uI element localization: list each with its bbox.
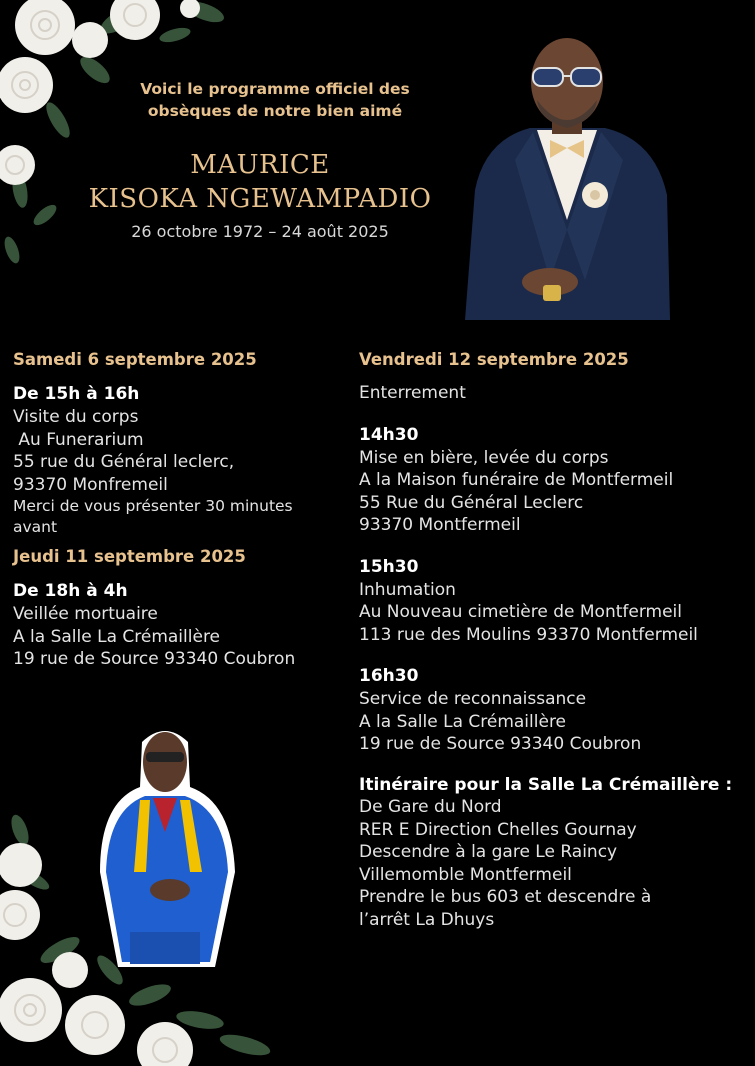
event-line: 113 rue des Moulins 93370 Montfermeil bbox=[359, 624, 698, 645]
itinerary-line: Descendre à la gare Le Raincy bbox=[359, 842, 618, 862]
flower-decoration-top-left-icon bbox=[0, 0, 250, 290]
itinerary-block bbox=[359, 774, 751, 932]
itinerary-line: Prendre le bus 603 et descendre à bbox=[359, 887, 652, 907]
thursday-line: A la Salle La Crémaillère bbox=[13, 626, 221, 647]
friday-heading: Vendredi 12 septembre 2025 bbox=[359, 350, 629, 369]
event-line: 93370 Montfermeil bbox=[359, 515, 521, 535]
saturday-line: 93370 Monfremeil bbox=[13, 474, 168, 495]
deceased-last-name: KISOKA NGEWAMPADIO bbox=[88, 184, 432, 214]
event-line: Service de reconnaissance bbox=[359, 689, 587, 709]
saturday-time: De 15h à 16h bbox=[13, 384, 140, 404]
itinerary-line: l’arrêt La Dhuys bbox=[359, 909, 495, 930]
event-15h30 bbox=[359, 555, 751, 647]
event-time: 16h30 bbox=[359, 666, 419, 686]
deceased-first-name: MAURICE bbox=[190, 150, 330, 180]
event-16h30 bbox=[359, 664, 751, 756]
left-schedule-column bbox=[13, 348, 348, 671]
event-line: A la Maison funéraire de Montfermeil bbox=[359, 470, 674, 490]
itinerary-line: Villemomble Montfermeil bbox=[359, 864, 572, 885]
portrait-photo-navy-suit-icon bbox=[455, 20, 680, 320]
itinerary-line: RER E Direction Chelles Gournay bbox=[359, 819, 637, 840]
event-time: 15h30 bbox=[359, 556, 419, 577]
portrait-photo-blue-suit-icon bbox=[90, 722, 240, 972]
saturday-line: 55 rue du Général leclerc, bbox=[13, 452, 235, 472]
thursday-heading: Jeudi 11 septembre 2025 bbox=[13, 547, 246, 566]
event-line: Inhumation bbox=[359, 579, 456, 600]
itinerary-title: Itinéraire pour la Salle La Crémaillère : bbox=[359, 774, 733, 795]
right-schedule-column bbox=[359, 348, 751, 931]
deceased-name-block bbox=[60, 148, 460, 241]
intro-line-2: obsèques de notre bien aimé bbox=[147, 102, 403, 120]
saturday-line: Visite du corps bbox=[13, 407, 139, 427]
event-line: 19 rue de Source 93340 Coubron bbox=[359, 734, 642, 754]
event-line: 55 Rue du Général Leclerc bbox=[359, 492, 584, 513]
saturday-heading: Samedi 6 septembre 2025 bbox=[13, 350, 257, 369]
thursday-line: 19 rue de Source 93340 Coubron bbox=[13, 649, 296, 669]
saturday-note-line-2: avant bbox=[13, 517, 58, 536]
event-line: Au Nouveau cimetière de Montfermeil bbox=[359, 602, 682, 622]
event-time: 14h30 bbox=[359, 424, 419, 445]
intro-line-1: Voici le programme officiel des bbox=[140, 80, 410, 98]
event-line: Mise en bière, levée du corps bbox=[359, 447, 609, 468]
saturday-line: Au Funerarium bbox=[13, 429, 144, 450]
friday-intro: Enterrement bbox=[359, 383, 466, 403]
thursday-time: De 18h à 4h bbox=[13, 581, 128, 601]
life-dates: 26 octobre 1972 – 24 août 2025 bbox=[131, 222, 389, 241]
thursday-line: Veillée mortuaire bbox=[13, 604, 158, 624]
event-14h30 bbox=[359, 423, 751, 537]
saturday-note-line-1: Merci de vous présenter 30 minutes bbox=[13, 497, 293, 515]
event-line: A la Salle La Crémaillère bbox=[359, 711, 567, 732]
intro-text bbox=[100, 78, 450, 122]
itinerary-line: De Gare du Nord bbox=[359, 797, 502, 817]
